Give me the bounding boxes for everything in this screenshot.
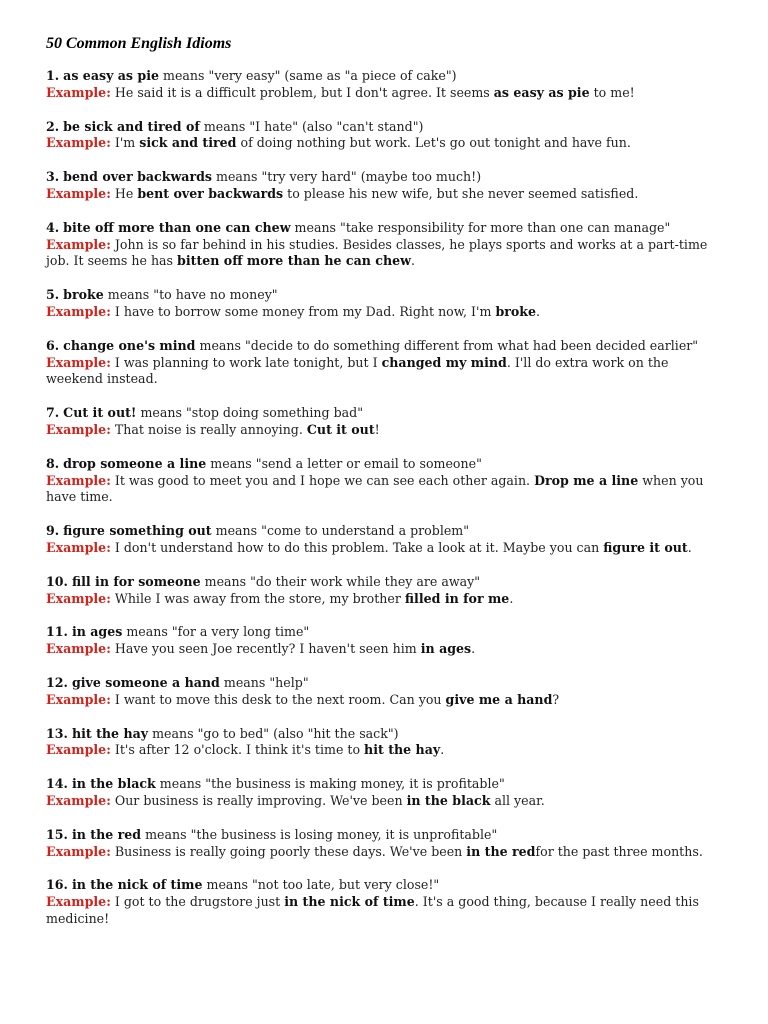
- example-text: ?: [552, 691, 560, 707]
- idiom-phrase: fill in for someone: [71, 573, 201, 589]
- idiom-phrase: broke: [63, 287, 104, 303]
- idiom-meaning: "do their work while they are away": [250, 573, 481, 589]
- example-idiom-highlight: in the nick of time: [284, 894, 415, 910]
- idiom-meaning: "to have no money": [153, 287, 278, 303]
- idiom-phrase: drop someone a line: [63, 455, 207, 471]
- example-idiom-highlight: filled in for me: [404, 590, 510, 606]
- means-word: means: [159, 776, 202, 792]
- example-text: John is so far behind in his studies. Besides classes, he plays sports and works at a part-time job. It seems he has: [46, 236, 708, 269]
- example-label: Example:: [46, 236, 111, 252]
- idiom-definition-line: [46, 877, 708, 894]
- example-idiom-highlight: give me a hand: [445, 691, 553, 707]
- document-title: 50 Common English Idioms: [46, 35, 232, 52]
- idiom-definition-line: [46, 68, 708, 85]
- idiom-entry: [46, 456, 708, 506]
- idiom-definition-line: [46, 405, 708, 422]
- example-text: of doing nothing but work. Let's go out tonight and have fun.: [236, 135, 631, 151]
- idiom-phrase: in ages: [71, 624, 123, 640]
- means-word: means: [206, 877, 248, 893]
- example-text: for the past three months.: [535, 843, 703, 859]
- idiom-meaning: "send a letter or email to someone": [255, 455, 482, 471]
- example-idiom-highlight: hit the hay: [364, 742, 441, 758]
- example-label: Example:: [46, 641, 111, 657]
- idiom-definition-line: [46, 523, 708, 540]
- idiom-meaning: "the business is losing money, it is unprofitable": [190, 826, 498, 842]
- means-word: means: [216, 169, 258, 185]
- example-idiom-highlight: bent over backwards: [137, 185, 284, 201]
- idiom-phrase: change one's mind: [63, 337, 196, 353]
- example-label: Example:: [46, 843, 111, 859]
- idiom-number: 3.: [46, 169, 60, 185]
- example-idiom-highlight: changed my mind: [381, 354, 507, 370]
- example-label: Example:: [46, 691, 111, 707]
- idiom-definition-line: [46, 726, 708, 743]
- idiom-number: 1.: [46, 68, 60, 83]
- means-word: means: [210, 455, 252, 471]
- example-label: Example:: [46, 135, 111, 151]
- idiom-meaning: "try very hard" (maybe too much!): [261, 169, 482, 185]
- idiom-definition-line: [46, 456, 708, 473]
- idiom-entry: [46, 624, 708, 658]
- idiom-meaning: "for a very long time": [171, 624, 310, 640]
- idiom-meaning: "stop doing something bad": [185, 405, 364, 421]
- idiom-meaning: "I hate" (also "can't stand"): [249, 118, 424, 134]
- idiom-phrase: give someone a hand: [71, 674, 220, 690]
- idiom-number: 6.: [46, 337, 60, 353]
- example-line: [46, 641, 708, 658]
- example-text: I was planning to work late tonight, but I: [114, 354, 382, 370]
- example-line: [46, 844, 708, 861]
- idiom-entry: [46, 220, 708, 270]
- idiom-definition-line: [46, 827, 708, 844]
- example-text: . It's a good thing, because I really need this medicine!: [46, 894, 699, 926]
- example-text: .: [687, 539, 692, 555]
- example-label: Example:: [46, 742, 111, 758]
- example-line: [46, 237, 708, 271]
- idiom-phrase: figure something out: [63, 523, 212, 539]
- idiom-entry: [46, 675, 708, 709]
- example-idiom-highlight: bitten off more than he can chew: [177, 253, 411, 269]
- example-text: to me!: [589, 84, 635, 100]
- idiom-number: 16.: [46, 877, 68, 893]
- idiom-number: 7.: [46, 405, 60, 421]
- idiom-definition-line: [46, 338, 708, 355]
- idiom-meaning: "not too late, but very close!": [252, 877, 440, 893]
- example-line: [46, 135, 708, 152]
- idiom-phrase: in the black: [71, 776, 156, 792]
- idiom-number: 5.: [46, 287, 60, 303]
- idiom-entry: [46, 338, 708, 388]
- idiom-number: 10.: [46, 573, 68, 589]
- idiom-phrase: Cut it out!: [63, 405, 137, 421]
- example-text: .: [410, 253, 415, 269]
- idiom-meaning: "decide to do something different from what had been decided earlier": [245, 337, 699, 353]
- idiom-number: 13.: [46, 725, 68, 741]
- idiom-number: 14.: [46, 776, 68, 792]
- idiom-number: 8.: [46, 455, 60, 471]
- example-text: when you have time.: [46, 472, 704, 505]
- idiom-entry: [46, 119, 708, 153]
- example-line: [46, 355, 708, 389]
- example-text: Have you seen Joe recently? I haven't seen him: [114, 641, 421, 657]
- example-label: Example:: [46, 894, 111, 910]
- example-line: [46, 742, 708, 759]
- means-word: means: [140, 405, 182, 421]
- example-text: .: [471, 641, 476, 657]
- example-text: .: [509, 590, 514, 606]
- example-text: I got to the drugstore just: [114, 894, 285, 910]
- example-idiom-highlight: broke: [495, 303, 537, 319]
- example-line: [46, 422, 708, 439]
- example-text: While I was away from the store, my brother: [114, 590, 405, 606]
- example-text: Our business is really improving. We've been: [114, 792, 407, 808]
- idiom-number: 2.: [46, 118, 60, 134]
- example-text: .: [440, 742, 445, 758]
- example-label: Example:: [46, 185, 111, 201]
- example-text: He: [114, 185, 138, 201]
- idiom-entry: [46, 776, 708, 810]
- example-text: Business is really going poorly these days. We've been: [114, 843, 467, 859]
- means-word: means: [204, 573, 247, 589]
- idiom-phrase: be sick and tired of: [63, 118, 200, 134]
- example-text: It was good to meet you and I hope we can see each other again.: [114, 472, 535, 488]
- example-text: .: [536, 303, 541, 319]
- example-label: Example:: [46, 792, 111, 808]
- example-label: Example:: [46, 472, 111, 488]
- idiom-number: 15.: [46, 826, 68, 842]
- idiom-definition-line: [46, 624, 708, 641]
- idiom-list: [46, 68, 708, 928]
- idiom-phrase: as easy as pie: [63, 68, 160, 83]
- example-label: Example:: [46, 84, 111, 100]
- idiom-definition-line: [46, 169, 708, 186]
- means-word: means: [294, 219, 337, 235]
- example-idiom-highlight: figure it out: [603, 539, 688, 555]
- idiom-phrase: bite off more than one can chew: [63, 219, 291, 235]
- idiom-phrase: in the red: [71, 826, 142, 842]
- example-text: I don't understand how to do this problem. Take a look at it. Maybe you can: [114, 539, 604, 555]
- means-word: means: [199, 337, 241, 353]
- idiom-number: 11.: [46, 624, 68, 640]
- idiom-phrase: hit the hay: [71, 725, 149, 741]
- idiom-entry: [46, 726, 708, 760]
- idiom-number: 12.: [46, 674, 68, 690]
- example-idiom-highlight: in ages: [420, 641, 472, 657]
- idiom-entry: [46, 574, 708, 608]
- example-line: [46, 473, 708, 507]
- idiom-entry: [46, 523, 708, 557]
- idiom-definition-line: [46, 675, 708, 692]
- example-line: [46, 186, 708, 203]
- example-line: [46, 793, 708, 810]
- example-idiom-highlight: sick and tired: [139, 135, 237, 151]
- idiom-entry: [46, 877, 708, 927]
- example-line: [46, 540, 708, 557]
- example-label: Example:: [46, 590, 111, 606]
- idiom-definition-line: [46, 287, 708, 304]
- example-text: . I'll do extra work on the weekend instead.: [46, 354, 669, 387]
- idiom-definition-line: [46, 119, 708, 136]
- example-line: [46, 591, 708, 608]
- idiom-meaning: "go to bed" (also "hit the sack"): [197, 725, 399, 741]
- example-idiom-highlight: Cut it out: [306, 421, 375, 437]
- example-text: to please his new wife, but she never seemed satisfied.: [283, 185, 639, 201]
- idiom-phrase: in the nick of time: [71, 877, 203, 893]
- example-label: Example:: [46, 303, 111, 319]
- idiom-meaning: "take responsibility for more than one can manage": [340, 219, 671, 235]
- idiom-definition-line: [46, 220, 708, 237]
- example-text: !: [374, 421, 380, 437]
- idiom-phrase: bend over backwards: [63, 169, 212, 185]
- means-word: means: [223, 674, 266, 690]
- example-text: I have to borrow some money from my Dad. Right now, I'm: [114, 303, 496, 319]
- example-idiom-highlight: in the red: [466, 843, 536, 859]
- example-line: [46, 894, 708, 928]
- example-idiom-highlight: in the black: [406, 792, 491, 808]
- means-word: means: [107, 287, 150, 303]
- idiom-meaning: "help": [269, 674, 309, 690]
- idiom-entry: [46, 169, 708, 203]
- example-line: [46, 692, 708, 709]
- example-text: He said it is a difficult problem, but I don't agree. It seems: [114, 84, 494, 100]
- means-word: means: [215, 523, 258, 539]
- means-word: means: [126, 624, 168, 640]
- idiom-number: 4.: [46, 219, 60, 235]
- means-word: means: [203, 118, 246, 134]
- means-word: means: [145, 826, 187, 842]
- example-line: [46, 85, 708, 102]
- means-word: means: [152, 725, 194, 741]
- idiom-entry: [46, 68, 708, 102]
- idiom-entry: [46, 827, 708, 861]
- means-word: means: [163, 68, 205, 83]
- example-label: Example:: [46, 354, 111, 370]
- example-idiom-highlight: as easy as pie: [493, 84, 590, 100]
- idiom-meaning: "very easy" (same as "a piece of cake"): [208, 68, 457, 83]
- example-text: all year.: [490, 792, 545, 808]
- idiom-definition-line: [46, 574, 708, 591]
- example-label: Example:: [46, 539, 111, 555]
- idiom-definition-line: [46, 776, 708, 793]
- example-text: It's after 12 o'clock. I think it's time to: [114, 742, 365, 758]
- example-label: Example:: [46, 421, 111, 437]
- idiom-meaning: "come to understand a problem": [261, 523, 470, 539]
- idiom-meaning: "the business is making money, it is profitable": [205, 776, 505, 792]
- example-text: That noise is really annoying.: [114, 421, 307, 437]
- example-text: I want to move this desk to the next room. Can you: [114, 691, 446, 707]
- example-text: I'm: [114, 135, 140, 151]
- example-idiom-highlight: Drop me a line: [534, 472, 639, 488]
- idiom-number: 9.: [46, 523, 60, 539]
- example-line: [46, 304, 708, 321]
- idiom-entry: [46, 405, 708, 439]
- idiom-entry: [46, 287, 708, 321]
